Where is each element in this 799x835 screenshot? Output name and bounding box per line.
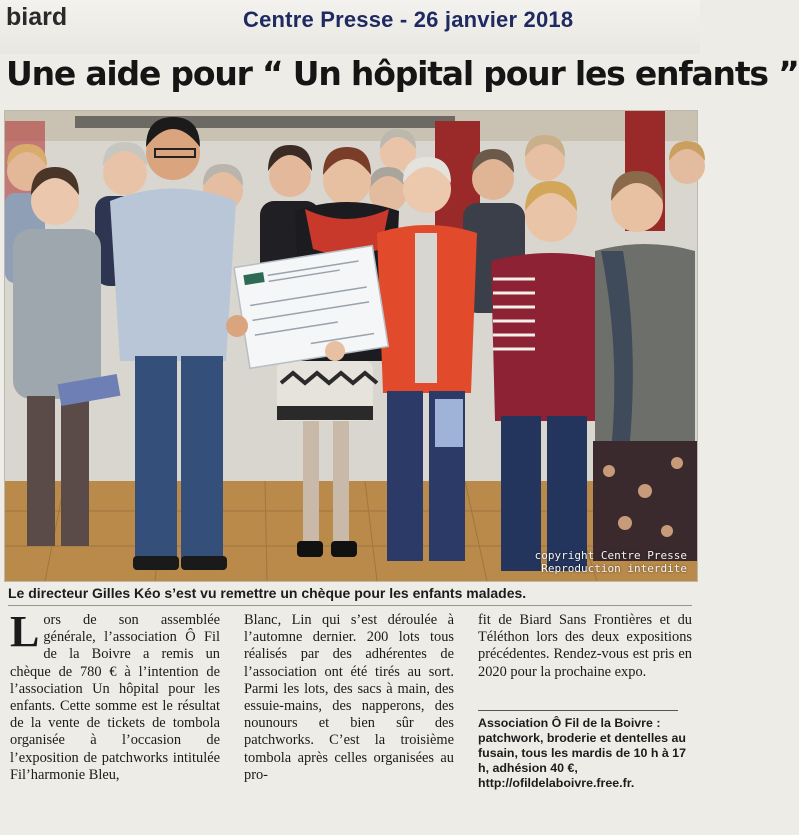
photo-caption: Le directeur Gilles Kéo s’est vu remettre un chèque pour les enfants malades. <box>8 585 527 601</box>
article-column-2 <box>244 612 454 784</box>
article-column-3 <box>478 612 692 681</box>
info-body: patchwork, broderie et dentelles au fusain, tous les mardis de 10 h à 17 h, adhésion 40 €, <box>478 731 686 775</box>
copyright-line-1: copyright Centre Presse <box>534 549 687 562</box>
article-text-1: ors de son assemblée générale, l’association Ô Fil de la Boivre a remis un chèque de 780 € à l’intention de l’association Un hôpital pour les enfants. Cette somme est le résultat de la vente de tickets de tombola organisée à l’occasion de l’exposition de patchworks intitulée Fil’harmonie Bleu, <box>10 612 220 783</box>
source-date: Centre Presse - 26 janvier 2018 <box>243 7 574 32</box>
drop-cap: L <box>10 607 40 656</box>
info-title: Association Ô Fil de la Boivre : <box>478 716 661 730</box>
headline: Une aide pour “ Un hôpital pour les enfants ” <box>6 54 799 93</box>
group-photo-illustration <box>5 111 697 581</box>
article-text-3: fit de Biard Sans Frontières et du Téléthon lors des deux expositions précédentes. Rendez-vous est pris en 2020 pour la prochaine expo. <box>478 612 692 680</box>
section-label: biard <box>6 3 68 31</box>
copyright-line-2: Reproduction interdite <box>541 562 687 575</box>
caption-divider <box>8 605 692 606</box>
article-column-1 <box>10 607 220 784</box>
group-photo <box>4 110 698 582</box>
photo-copyright <box>535 549 687 575</box>
article-text-2: Blanc, Lin qui s’est déroulée à l’automne dernier. 200 lots tous réalisés par des adhérentes de l’association ont été tirés au sort. Parmi les lots, des sacs à main, des essuie-mains, des napperons, des nounours et bien sûr des patchworks. C’est la troisième tombola après celles organisées au pro- <box>244 612 454 783</box>
info-divider <box>478 710 678 711</box>
info-box <box>478 716 692 791</box>
info-url[interactable]: http://ofildelaboivre.free.fr. <box>478 776 635 790</box>
